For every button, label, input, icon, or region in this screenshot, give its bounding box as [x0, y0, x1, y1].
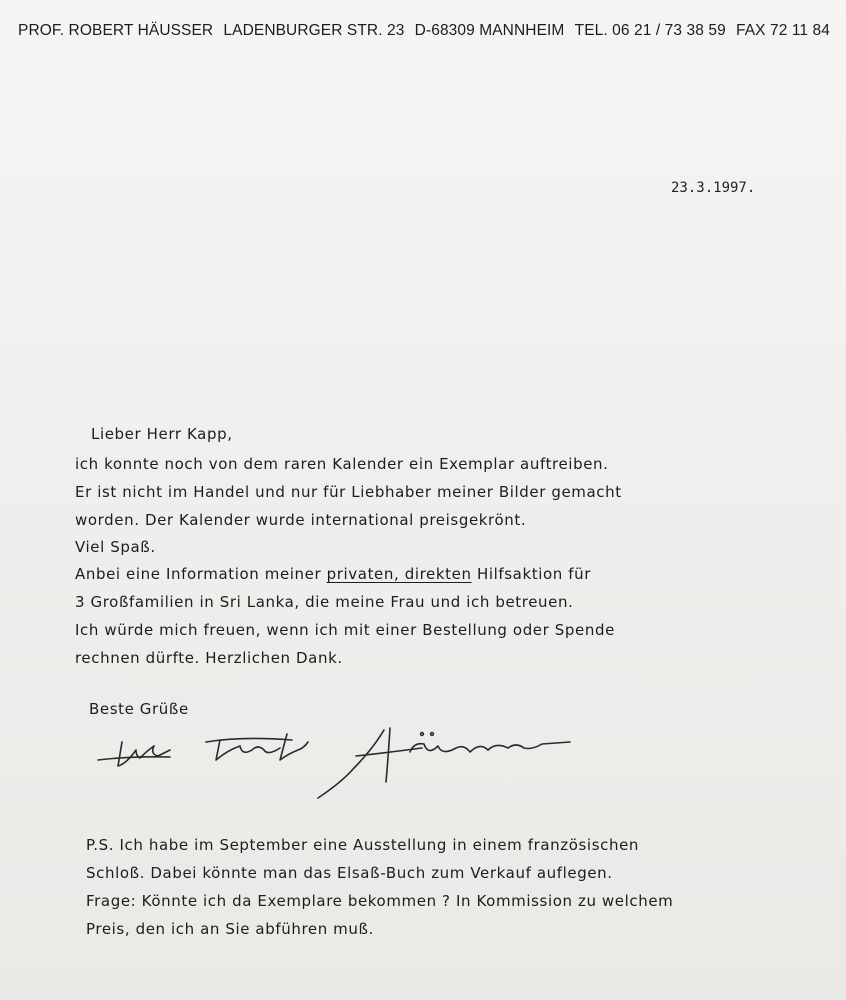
letterhead-city: D-68309 MANNHEIM — [414, 22, 565, 39]
letter-line-4: Viel Spaß. — [75, 538, 156, 556]
letter-line-6: 3 Großfamilien in Sri Lanka, die meine Frau und ich betreuen. — [75, 593, 574, 611]
letter-line-1: ich konnte noch von dem raren Kalender ein Exemplar auftreiben. — [75, 455, 609, 473]
ps-line-2: Schloß. Dabei könnte man das Elsaß-Buch zum Verkauf auflegen. — [86, 864, 613, 882]
letter-line-3: worden. Der Kalender wurde international preisgekrönt. — [75, 511, 527, 529]
ps-line-1: P.S. Ich habe im September eine Ausstellung in einem französischen — [86, 836, 640, 854]
letterhead-tel: TEL. 06 21 / 73 38 59 — [574, 22, 726, 39]
handwritten-signature — [92, 720, 582, 805]
letter-date: 23.3.1997. — [671, 180, 756, 196]
underlined-emphasis: privaten, direkten — [326, 565, 472, 583]
closing: Beste Grüße — [89, 700, 189, 718]
letterhead-street: LADENBURGER STR. 23 — [223, 22, 405, 39]
ps-line-4: Preis, den ich an Sie abführen muß. — [86, 920, 374, 938]
ps-line-3: Frage: Könnte ich da Exemplare bekommen ? In Kommission zu welchem — [86, 892, 674, 910]
letter-line-8: rechnen dürfte. Herzlichen Dank. — [75, 649, 343, 667]
letterhead-name: PROF. ROBERT HÄUSSER — [18, 22, 214, 39]
letter-line-5-start: Anbei eine Information meiner — [75, 565, 327, 583]
letterhead — [18, 22, 830, 40]
letter-line-5 — [75, 565, 591, 583]
salutation: Lieber Herr Kapp, — [91, 425, 233, 443]
letter-line-7: Ich würde mich freuen, wenn ich mit einer Bestellung oder Spende — [75, 621, 615, 639]
letter-line-2: Er ist nicht im Handel und nur für Liebhaber meiner Bilder gemacht — [75, 483, 622, 501]
letterhead-fax: FAX 72 11 84 — [736, 22, 830, 39]
letter-line-5-end: Hilfsaktion für — [471, 565, 591, 583]
